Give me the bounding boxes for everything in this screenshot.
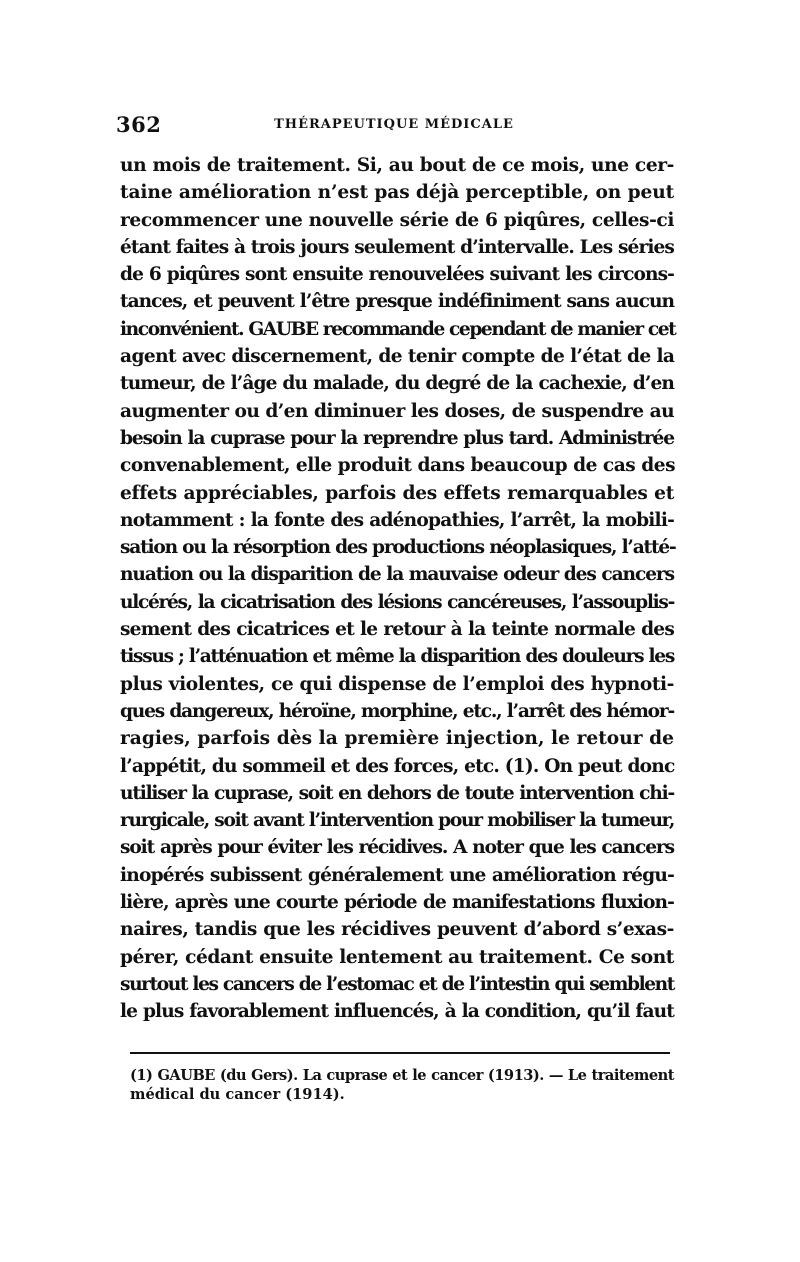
text-line: étant faites à trois jours seulement d’intervalle. Les séries	[120, 236, 674, 258]
text-line: notamment : la fonte des adénopathies, l’arrêt, la mobili-	[120, 509, 674, 531]
text-line: effets appréciables, parfois des effets remarquables et	[120, 482, 674, 504]
footnote-line: médical du cancer (1914).	[130, 1086, 345, 1103]
text-line: rurgicale, soit avant l’intervention pour mobiliser la tumeur,	[120, 810, 674, 832]
text-line: ques dangereux, héroïne, morphine, etc., l’arrêt des hémor-	[120, 700, 674, 722]
text-line: lière, après une courte période de manifestations fluxion-	[120, 892, 674, 914]
footnote-line: (1) GAUBE (du Gers). La cuprase et le cancer (1913). — Le traitement	[130, 1067, 674, 1084]
text-line: taine amélioration n’est pas déjà perceptible, on peut	[120, 182, 675, 204]
text-line: agent avec discernement, de tenir compte de l’état de la	[120, 346, 675, 368]
body-text	[120, 152, 674, 1026]
text-line: le plus favorablement influencés, à la condition, qu’il faut	[120, 1001, 674, 1023]
page-header	[116, 112, 672, 138]
running-head: THÉRAPEUTIQUE MÉDICALE	[274, 117, 514, 132]
text-line: plus violentes, ce qui dispense de l’emploi des hypnoti-	[120, 673, 674, 695]
text-line: augmenter ou d’en diminuer les doses, de suspendre au	[120, 400, 674, 422]
footnote-divider	[130, 1052, 670, 1054]
text-line: nuation ou la disparition de la mauvaise odeur des cancers	[120, 564, 674, 586]
text-line: inopérés subissent généralement une amélioration régu-	[120, 864, 674, 886]
text-line: convenablement, elle produit dans beaucoup de cas des	[120, 455, 676, 477]
page-number: 362	[116, 112, 162, 137]
text-line: soit après pour éviter les récidives. A noter que les cancers	[120, 837, 674, 859]
text-line: tissus ; l’atténuation et même la disparition des douleurs les	[120, 646, 674, 668]
text-line: de 6 piqûres sont ensuite renouvelées suivant les circons-	[120, 264, 674, 286]
text-line: sation ou la résorption des productions néoplasiques, l’atté-	[120, 537, 676, 559]
text-line: sement des cicatrices et le retour à la teinte normale des	[120, 619, 674, 641]
footnotes	[130, 1066, 674, 1104]
text-line: surtout les cancers de l’estomac et de l’intestin qui semblent	[120, 973, 674, 995]
text-line: ulcérés, la cicatrisation des lésions cancéreuses, l’assouplis-	[120, 591, 674, 613]
text-line: un mois de traitement. Si, au bout de ce mois, une cer-	[120, 155, 674, 176]
text-line: tances, et peuvent l’être presque indéfiniment sans aucun	[120, 291, 674, 313]
text-line: utiliser la cuprase, soit en dehors de toute intervention chi-	[120, 782, 674, 804]
text-line: inconvénient. GAUBE recommande cependant de manier cet	[120, 318, 676, 340]
text-line: l’appétit, du sommeil et des forces, etc. (1). On peut donc	[120, 755, 675, 777]
text-line: recommencer une nouvelle série de 6 piqûres, celles-ci	[120, 209, 674, 231]
text-line: ragies, parfois dès la première injection, le retour de	[120, 728, 674, 750]
text-line: naires, tandis que les récidives peuvent d’abord s’exas-	[120, 919, 674, 941]
text-line: besoin la cuprase pour la reprendre plus tard. Administrée	[120, 427, 674, 449]
text-line: tumeur, de l’âge du malade, du degré de la cachexie, d’en	[120, 373, 674, 395]
text-line: pérer, cédant ensuite lentement au traitement. Ce sont	[120, 946, 674, 968]
